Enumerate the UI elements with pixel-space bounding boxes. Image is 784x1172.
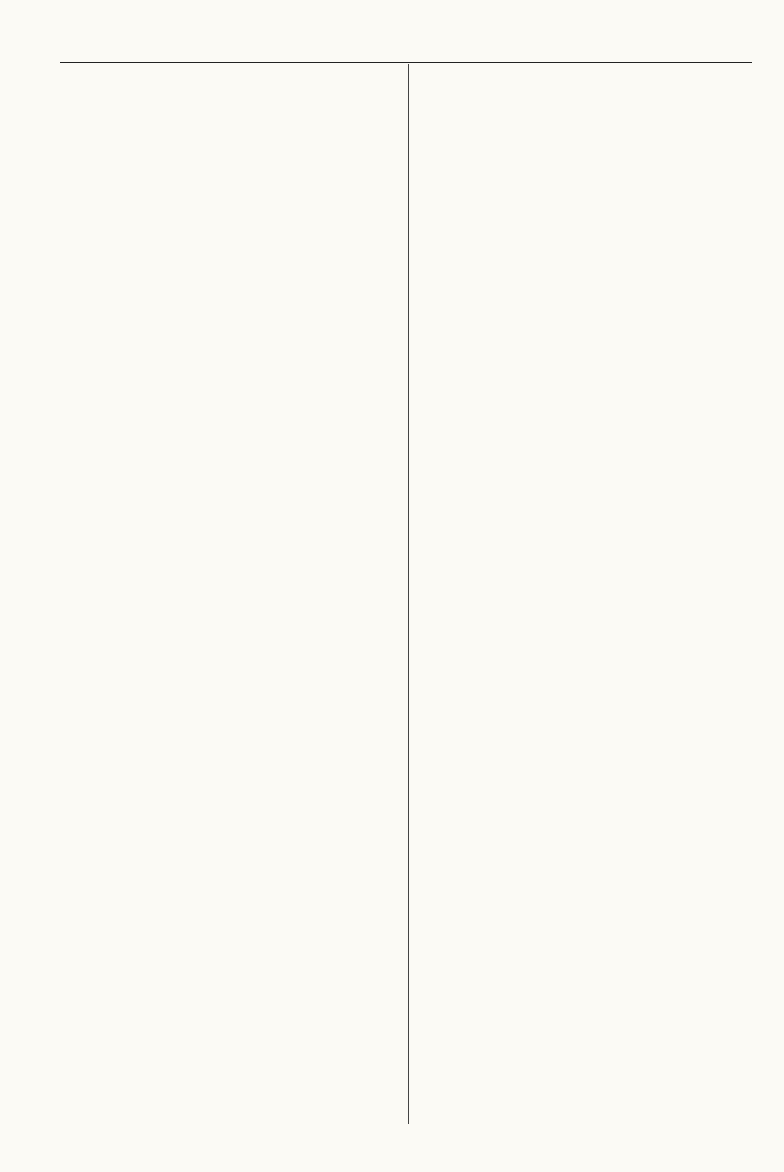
header-rule — [60, 62, 752, 63]
page-header — [60, 34, 752, 62]
left-column — [62, 68, 400, 90]
column-divider — [408, 64, 409, 1124]
